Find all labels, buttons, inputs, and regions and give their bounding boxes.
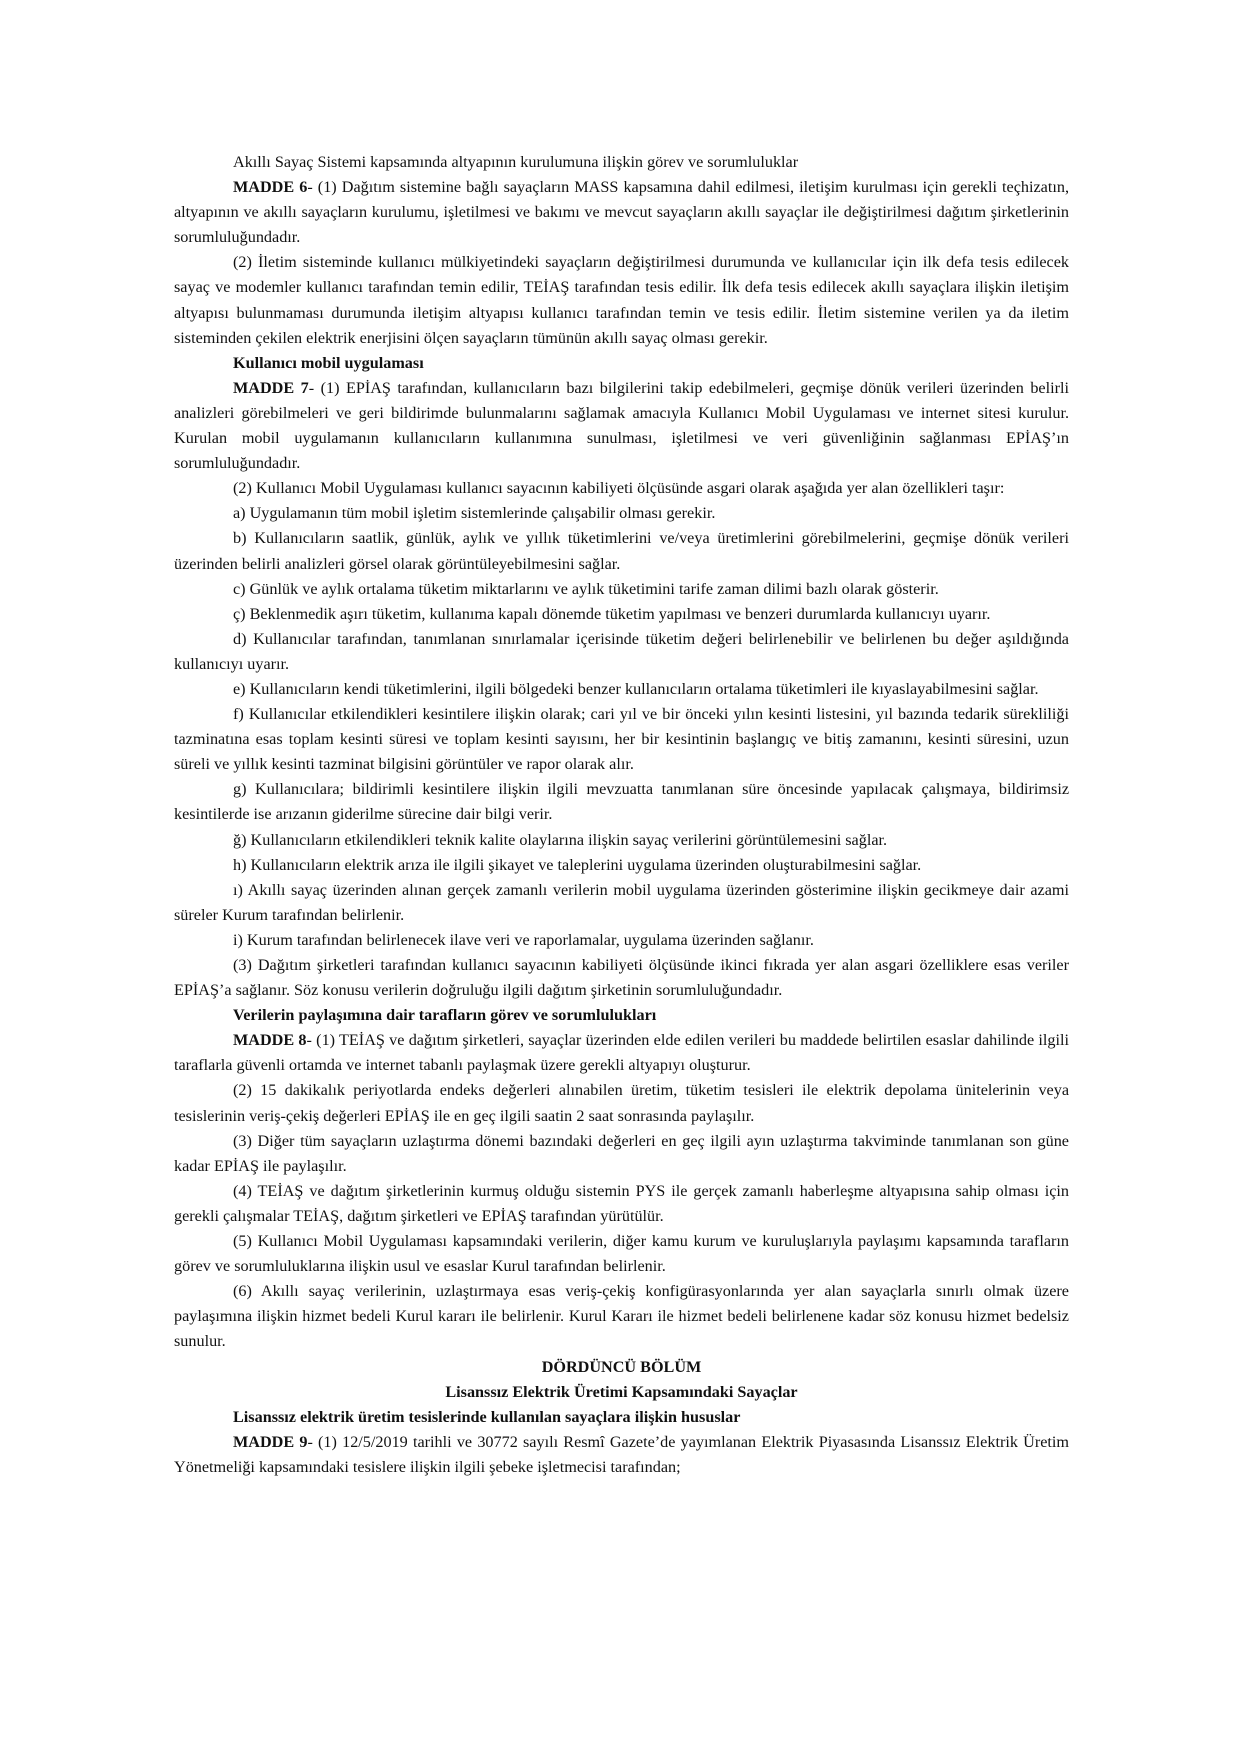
madde-6-label: MADDE 6 <box>233 178 308 197</box>
list-item-g: g) Kullanıcılara; bildirimli kesintilere ilişkin ilgili mevzuatta tanımlanan süre öncesinde yapılacak çalışmaya, bildirimsiz kesintilerde ise arızanın giderilme sürecine dair bilgi verir. <box>174 780 1069 824</box>
chapter-subheading: Lisanssız Elektrik Üretimi Kapsamındaki Sayaçlar <box>445 1382 798 1401</box>
section-7-title: Kullanıcı mobil uygulaması <box>233 353 424 372</box>
section-8-title: Verilerin paylaşımına dair tarafların görev ve sorumlulukları <box>233 1006 657 1025</box>
list-item-i: i) Kurum tarafından belirlenecek ilave veri ve raporlamalar, uygulama üzerinden sağlanır. <box>233 930 814 949</box>
madde-7-label: MADDE 7 <box>233 378 309 397</box>
madde-7-text-1: - (1) EPİAŞ tarafından, kullanıcıların bazı bilgilerini takip edebilmeleri, geçmişe dönük verileri üzerinden belirli analizleri görebilmeleri ve geri bildirimde bulunmalarını sağlamak amacıyla Kullanıcı Mobil Uygulaması ve internet sitesi kurulur. Kurulan mobil uygulamanın kullanıcıların kullanımına sunulması, işletilmesi ve veri güvenliğinin sağlanması EPİAŞ’ın sorumluluğundadır. <box>174 378 1069 473</box>
madde-8-paragraph-5: (5) Kullanıcı Mobil Uygulaması kapsamındaki verilerin, diğer kamu kurum ve kuruluşlarıyla paylaşımı kapsamında tarafların görev ve sorumluluklarına ilişkin usul ve esaslar Kurul tarafından belirlenir. <box>174 1232 1069 1276</box>
madde-9-label: MADDE 9 <box>233 1432 308 1451</box>
madde-8-paragraph-1 <box>174 1028 1069 1078</box>
list-item-a: a) Uygulamanın tüm mobil işletim sistemlerinde çalışabilir olması gerekir. <box>233 504 716 523</box>
chapter-heading: DÖRDÜNCÜ BÖLÜM <box>541 1357 702 1376</box>
madde-9-paragraph-1 <box>174 1430 1069 1480</box>
madde-7-paragraph-1 <box>174 376 1069 476</box>
section-9-title: Lisanssız elektrik üretim tesislerinde kullanılan sayaçlara ilişkin hususlar <box>233 1407 741 1426</box>
list-item-d: d) Kullanıcılar tarafından, tanımlanan sınırlamalar içerisinde tüketim değeri belirlenebilir ve belirlenen bu değer aşıldığında kullanıcıyı uyarır. <box>174 629 1069 673</box>
list-item-b: b) Kullanıcıların saatlik, günlük, aylık ve yıllık tüketimlerini ve/veya üretimlerini görebilmelerini, geçmişe dönük verileri üzerinden belirli analizleri görsel olarak görüntüleyebilmesini sağlar. <box>174 529 1069 573</box>
list-item-e: e) Kullanıcıların kendi tüketimlerini, ilgili bölgedeki benzer kullanıcıların ortalama tüketimleri ile kıyaslayabilmesini sağlar. <box>233 679 1039 698</box>
list-item-g-breve: ğ) Kullanıcıların etkilendikleri teknik kalite olaylarına ilişkin sayaç verilerini görüntülemesini sağlar. <box>233 830 888 849</box>
madde-8-paragraph-2: (2) 15 dakikalık periyotlarda endeks değerleri alınabilen üretim, tüketim tesisleri ile elektrik depolama ünitelerinin veya tesislerinin veriş-çekiş değerleri EPİAŞ ile en geç ilgili saatin 2 saat sonrasında paylaşılır. <box>174 1081 1069 1125</box>
madde-8-label: MADDE 8 <box>233 1031 307 1050</box>
madde-7-paragraph-3: (3) Dağıtım şirketleri tarafından kullanıcı sayacının kabiliyeti ölçüsünde ikinci fıkrada yer alan asgari özelliklere esas veriler EPİAŞ’a sağlanır. Söz konusu verilerin doğruluğu ilgili dağıtım şirketinin sorumluluğundadır. <box>174 956 1069 1000</box>
madde-9-text-1: - (1) 12/5/2019 tarihli ve 30772 sayılı Resmî Gazete’de yayımlanan Elektrik Piyasasında Lisanssız Elektrik Üretim Yönetmeliği kapsamındaki tesislere ilişkin ilgili şebeke işletmecisi tarafından; <box>174 1432 1069 1476</box>
madde-8-paragraph-6: (6) Akıllı sayaç verilerinin, uzlaştırmaya esas veriş-çekiş konfigürasyonlarında yer alan sayaçlarla sınırlı olmak üzere paylaşımına ilişkin hizmet bedeli Kurul kararı ile belirlenir. Kurul Kararı ile hizmet bedeli belirlenene kadar söz konusu hizmet bedelsiz sunulur. <box>174 1282 1069 1351</box>
list-item-dotless-i: ı) Akıllı sayaç üzerinden alınan gerçek zamanlı verilerin mobil uygulama üzerinden gösterimine ilişkin gecikmeye dair azami süreler Kurum tarafından belirlenir. <box>174 880 1069 924</box>
section-6-title: Akıllı Sayaç Sistemi kapsamında altyapının kurulumuna ilişkin görev ve sorumluluklar <box>233 153 799 171</box>
list-item-f: f) Kullanıcılar etkilendikleri kesintilere ilişkin olarak; cari yıl ve bir önceki yılın kesinti listesini, yıl bazında tedarik sürekliliği tazminatına esas toplam kesinti süresi ve toplam kesinti sayısını, her bir kesintinin başlangıç ve bitiş zamanını, kesinti süresini, uzun süreli ve yıllık kesinti tazminat bilgisini görüntüler ve rapor olarak alır. <box>174 705 1069 774</box>
list-item-c: c) Günlük ve aylık ortalama tüketim miktarlarını ve aylık tüketimini tarife zaman dilimi bazlı olarak gösterir. <box>233 579 939 598</box>
madde-8-text-1: - (1) TEİAŞ ve dağıtım şirketleri, sayaçlar üzerinden elde edilen verileri bu maddede belirtilen esaslar dahilinde ilgili taraflarla güvenli ortamda ve internet tabanlı paylaşmak üzere gerekli altyapıyı oluşturur. <box>174 1031 1069 1075</box>
madde-7-paragraph-2: (2) Kullanıcı Mobil Uygulaması kullanıcı sayacının kabiliyeti ölçüsünde asgari olarak aşağıda yer alan özellikleri taşır: <box>233 479 1005 498</box>
madde-6-paragraph-2: (2) İletim sisteminde kullanıcı mülkiyetindeki sayaçların değiştirilmesi durumunda ve kullanıcılar için ilk defa tesis edilecek sayaç ve modemler kullanıcı tarafından temin edilir, TEİAŞ tarafından tesis edilir. İlk defa tesis edilecek akıllı sayaçlara ilişkin iletişim altyapısı bulunmaması durumunda iletişim altyapısı kullanıcı tarafından temin ve tesis edilir. İletim sistemine verilen ya da iletim sisteminden çekilen elektrik enerjisini ölçen sayaçların tümünün akıllı sayaç olması gerekir. <box>174 253 1069 347</box>
madde-6-paragraph-1 <box>174 175 1069 250</box>
madde-6-text-1: - (1) Dağıtım sistemine bağlı sayaçların MASS kapsamına dahil edilmesi, iletişim kurulması için gerekli teçhizatın, altyapının ve akıllı sayaçların kurulumu, işletilmesi ve bakımı ve mevcut sayaçların akıllı sayaçlar ile değiştirilmesi dağıtım şirketlerinin sorumluluğundadır. <box>174 178 1069 247</box>
document-page <box>174 150 1069 1480</box>
madde-8-paragraph-4: (4) TEİAŞ ve dağıtım şirketlerinin kurmuş olduğu sistemin PYS ile gerçek zamanlı haberleşme altyapısına sahip olması için gerekli çalışmalar TEİAŞ, dağıtım şirketleri ve EPİAŞ tarafından yürütülür. <box>174 1181 1069 1225</box>
list-item-h: h) Kullanıcıların elektrik arıza ile ilgili şikayet ve taleplerini uygulama üzerinden oluşturabilmesini sağlar. <box>233 855 922 874</box>
madde-8-paragraph-3: (3) Diğer tüm sayaçların uzlaştırma dönemi bazındaki değerleri en geç ilgili ayın uzlaştırma takviminde tanımlanan son güne kadar EPİAŞ ile paylaşılır. <box>174 1131 1069 1175</box>
list-item-c-cedilla: ç) Beklenmedik aşırı tüketim, kullanıma kapalı dönemde tüketim yapılması ve benzeri durumlarda kullanıcıyı uyarır. <box>233 604 991 623</box>
